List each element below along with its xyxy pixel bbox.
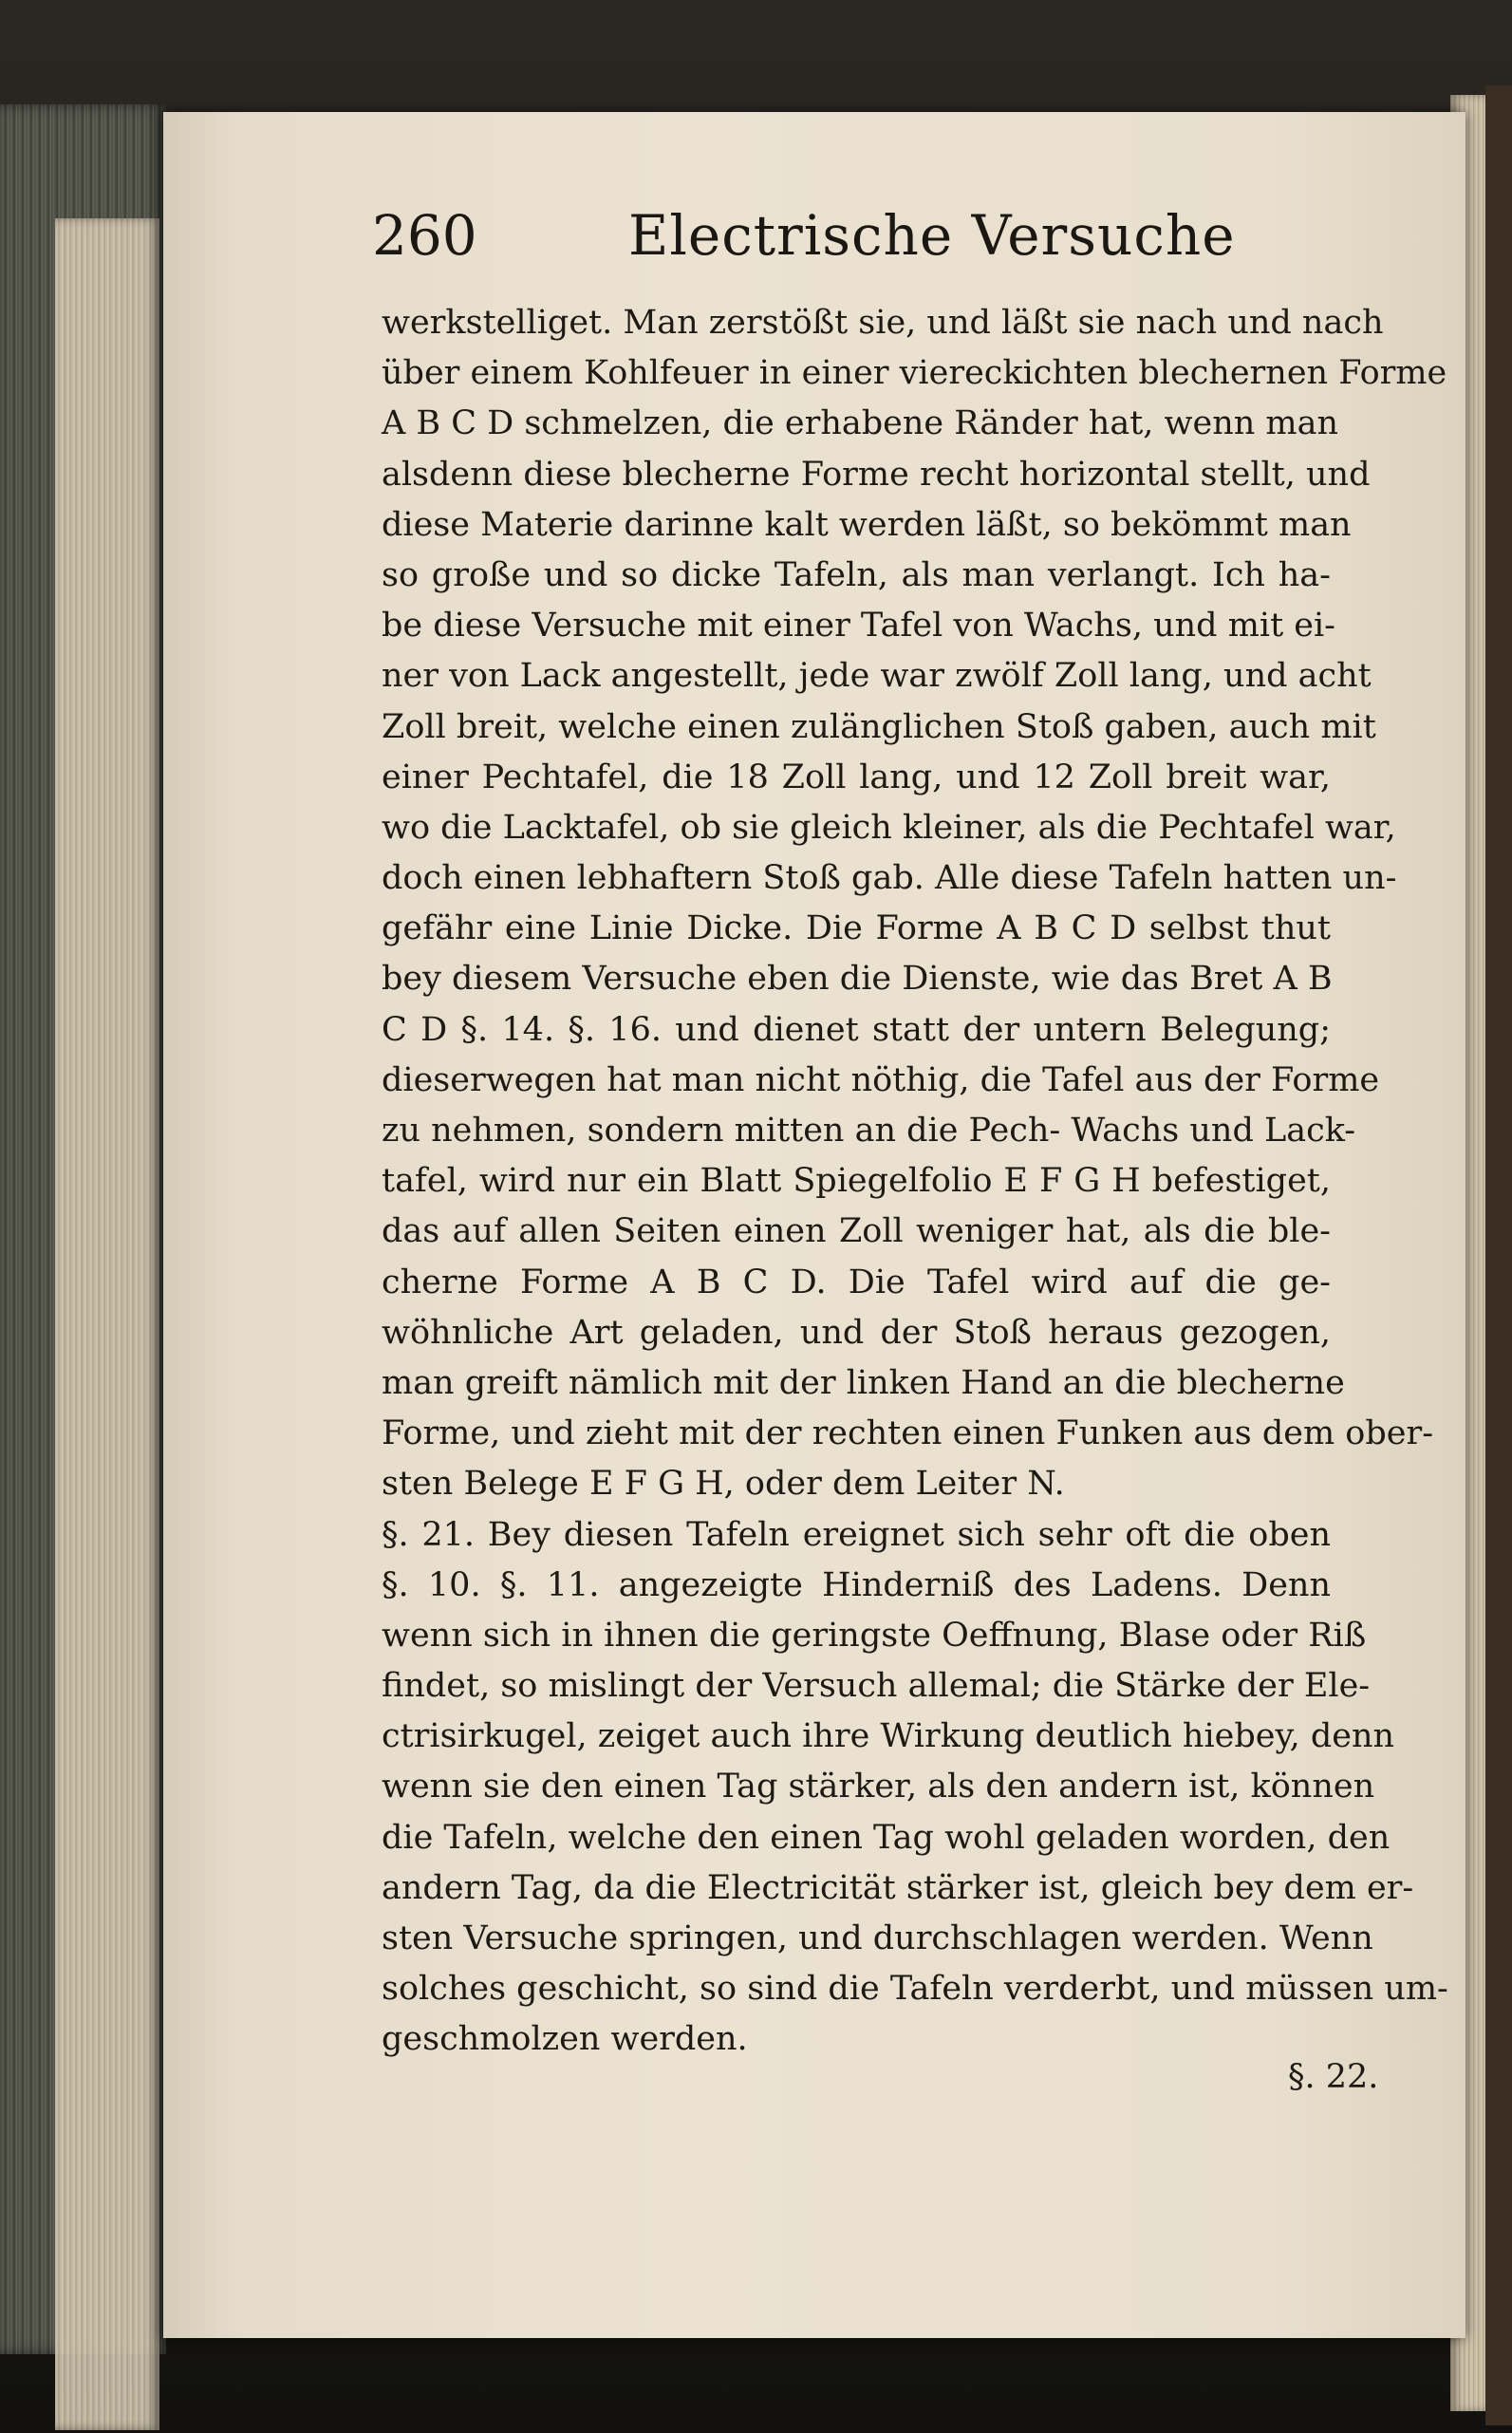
text-line: wenn sich in ihnen die geringste Oeffnung, Blase oder Riß xyxy=(382,1616,1367,1655)
catchword: §. 22. xyxy=(1288,2058,1379,2096)
text-line: ctrisirkugel, zeiget auch ihre Wirkung deutlich hiebey, denn xyxy=(382,1717,1395,1756)
page-number: 260 xyxy=(372,203,477,268)
book-cover-right xyxy=(1485,85,1512,2425)
text-line: wenn sie den einen Tag stärker, als den andern ist, können xyxy=(382,1768,1375,1806)
book-page xyxy=(163,112,1465,2338)
text-line: solches geschicht, so sind die Tafeln verderbt, und müssen um- xyxy=(382,1970,1448,2009)
text-line: das auf allen Seiten einen Zoll weniger hat, als die ble- xyxy=(382,1212,1331,1251)
text-line: die Tafeln, welche den einen Tag wohl geladen worden, den xyxy=(382,1818,1391,1857)
running-title: Electrische Versuche xyxy=(628,203,1236,268)
text-line: zu nehmen, sondern mitten an die Pech- Wachs und Lack- xyxy=(382,1112,1356,1150)
text-line: werkstelliget. Man zerstößt sie, und läßt sie nach und nach xyxy=(382,304,1384,342)
book-edge-left xyxy=(0,104,166,2354)
text-line: geschmolzen werden. xyxy=(382,2020,748,2059)
text-line: A B C D schmelzen, die erhabene Ränder hat, wenn man xyxy=(382,404,1339,443)
text-line: so große und so dicke Tafeln, als man verlangt. Ich ha- xyxy=(382,555,1331,594)
text-line: diese Materie darinne kalt werden läßt, so bekömmt man xyxy=(382,505,1352,544)
page-edges xyxy=(55,218,159,2430)
text-line: wo die Lacktafel, ob sie gleich kleiner, als die Pechtafel war, xyxy=(382,808,1396,847)
body-text xyxy=(382,298,1448,2066)
text-line: sten Versuche springen, und durchschlagen werden. Wenn xyxy=(382,1919,1373,1957)
text-line: gefähr eine Linie Dicke. Die Forme A B C D selbst thut xyxy=(382,909,1331,948)
text-line: alsdenn diese blecherne Forme recht horizontal stellt, und xyxy=(382,455,1371,494)
text-line: be diese Versuche mit einer Tafel von Wachs, und mit ei- xyxy=(382,607,1336,646)
text-line: findet, so mislingt der Versuch allemal; die Stärke der Ele- xyxy=(382,1667,1371,1706)
text-line: Zoll breit, welche einen zulänglichen Stoß gaben, auch mit xyxy=(382,707,1376,746)
text-line: ner von Lack angestellt, jede war zwölf Zoll lang, und acht xyxy=(382,657,1372,696)
text-line: andern Tag, da die Electricität stärker ist, gleich bey dem er- xyxy=(382,1868,1414,1907)
text-line: dieserwegen hat man nicht nöthig, die Tafel aus der Forme xyxy=(382,1060,1380,1099)
text-line: sten Belege E F G H, oder dem Leiter N. xyxy=(382,1465,1065,1504)
text-line: über einem Kohlfeuer in einer viereckichten blechernen Forme xyxy=(382,354,1447,393)
text-line: bey diesem Versuche eben die Dienste, wie das Bret A B xyxy=(382,960,1333,999)
text-line: einer Pechtafel, die 18 Zoll lang, und 12 Zoll breit war, xyxy=(382,758,1331,796)
text-line: C D §. 14. §. 16. und dienet statt der untern Belegung; xyxy=(382,1010,1331,1049)
text-line: §. 10. §. 11. angezeigte Hinderniß des Ladens. Denn xyxy=(382,1565,1331,1604)
text-line: man greift nämlich mit der linken Hand an die blecherne xyxy=(382,1363,1345,1402)
text-line: doch einen lebhaftern Stoß gab. Alle diese Tafeln hatten un- xyxy=(382,859,1397,898)
page-header xyxy=(372,197,1321,273)
text-line: Forme, und zieht mit der rechten einen Funken aus dem ober- xyxy=(382,1414,1434,1453)
text-line: cherne Forme A B C D. Die Tafel wird auf die ge- xyxy=(382,1263,1331,1301)
text-line: §. 21. Bey diesen Tafeln ereignet sich sehr oft die oben xyxy=(382,1515,1331,1554)
text-line: wöhnliche Art geladen, und der Stoß heraus gezogen, xyxy=(382,1313,1331,1352)
text-line: tafel, wird nur ein Blatt Spiegelfolio E F G H befestiget, xyxy=(382,1162,1331,1201)
